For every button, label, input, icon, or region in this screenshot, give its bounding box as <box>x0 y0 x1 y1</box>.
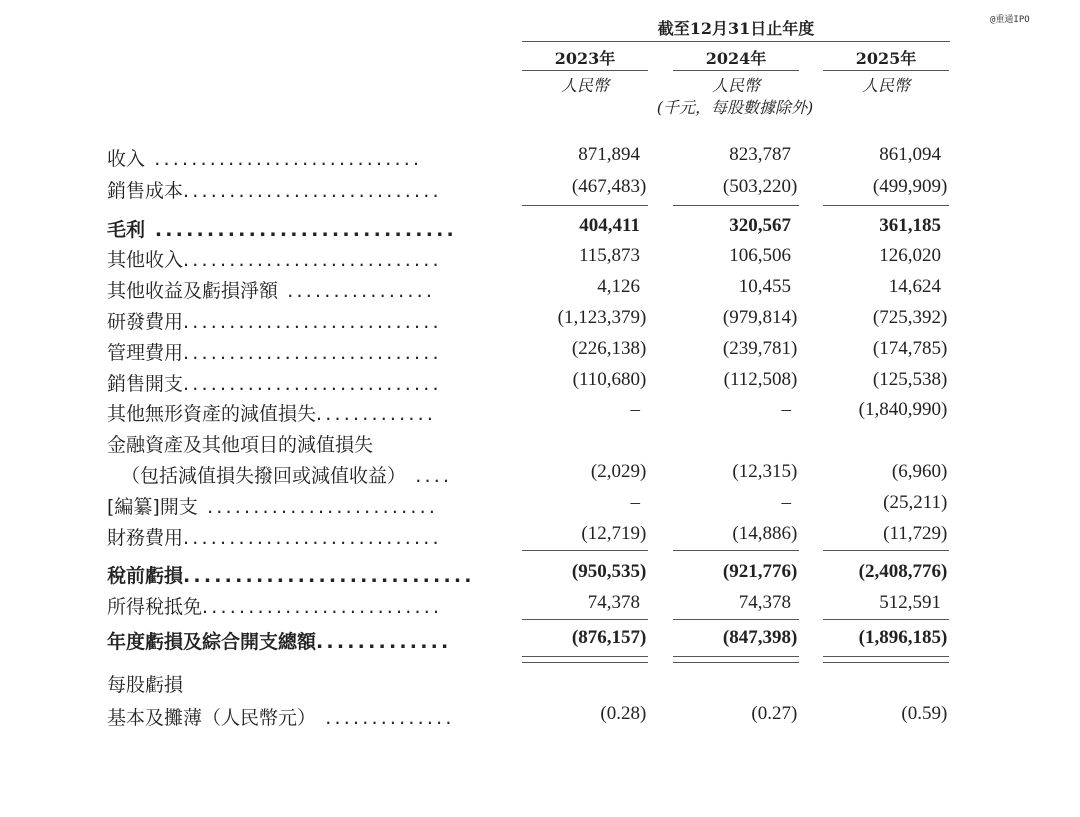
table-row <box>0 627 1080 655</box>
table-row <box>0 703 1080 731</box>
row-label-text: 每股虧損 <box>107 674 184 696</box>
cell-value-2023 <box>488 523 648 545</box>
cell-number: 871,894 <box>578 144 640 165</box>
leader-dots: ............. <box>316 631 452 653</box>
cell-number: (0.28 <box>600 703 640 724</box>
leader-dots: ............................ <box>183 180 442 202</box>
table-row <box>0 399 1080 427</box>
cell-value-2025 <box>789 215 949 237</box>
cell-value-2024 <box>639 561 799 583</box>
close-paren: ) <box>791 338 798 359</box>
close-paren: ) <box>941 523 948 544</box>
leader-dots: ............................ <box>183 249 442 271</box>
row-label <box>107 592 492 619</box>
cell-number: (125,538 <box>872 369 941 390</box>
close-paren: ) <box>941 461 948 482</box>
cell-number: – <box>781 399 791 420</box>
row-label <box>107 703 492 730</box>
cell-value-2024 <box>639 492 799 514</box>
cell-value-2025 <box>789 369 949 391</box>
cell-value-2025 <box>789 561 949 583</box>
cell-number: 10,455 <box>738 276 791 297</box>
row-label <box>107 176 492 203</box>
cell-number: 320,567 <box>729 215 791 236</box>
close-paren: ) <box>791 369 798 390</box>
row-label-text: 其他收益及虧損淨額 <box>107 280 279 302</box>
cell-value-2025 <box>789 176 949 198</box>
cell-value-2025 <box>789 592 949 614</box>
cell-value-2023 <box>488 399 648 421</box>
row-label-text: 管理費用 <box>107 342 184 364</box>
close-paren: ) <box>640 627 647 648</box>
cell-value-2023 <box>488 430 648 452</box>
cell-number: (174,785 <box>872 338 941 359</box>
cell-number: 404,411 <box>579 215 640 236</box>
cell-value-2024 <box>639 176 799 198</box>
table-row <box>0 215 1080 243</box>
cell-number: 106,506 <box>729 245 791 266</box>
close-paren: ) <box>941 492 948 513</box>
cell-number: (499,909 <box>872 176 941 197</box>
cell-value-2025 <box>789 523 949 545</box>
leader-dots: ................ <box>278 280 436 302</box>
cell-value-2023 <box>488 176 648 198</box>
close-paren: ) <box>791 627 798 648</box>
table-row <box>0 592 1080 620</box>
table-row <box>0 307 1080 335</box>
cell-number: (6,960 <box>891 461 941 482</box>
cell-value-2025 <box>789 703 949 725</box>
close-paren: ) <box>791 523 798 544</box>
cell-number: 126,020 <box>879 245 941 266</box>
leader-dots: .......................... <box>202 596 443 618</box>
cell-number: (0.27 <box>751 703 791 724</box>
currency-2025: 人民幣 <box>861 76 910 95</box>
cell-number: (110,680 <box>572 369 640 390</box>
cell-number: (467,483 <box>571 176 640 197</box>
row-label <box>107 144 492 171</box>
cell-number: 361,185 <box>879 215 941 236</box>
cell-number: (12,719 <box>581 523 640 544</box>
cell-value-2024 <box>639 670 799 692</box>
close-paren: ) <box>640 369 647 390</box>
cell-number: 14,624 <box>888 276 941 297</box>
row-label <box>107 276 492 303</box>
cell-number: (12,315 <box>732 461 791 482</box>
close-paren: ) <box>640 307 647 328</box>
row-label <box>107 430 492 457</box>
year-2023: 2023年 <box>554 49 616 68</box>
leader-dots: ............................ <box>183 311 442 333</box>
cell-value-2025 <box>789 430 949 452</box>
cell-number: 861,094 <box>879 144 941 165</box>
row-label <box>107 627 492 654</box>
cell-value-2025 <box>789 245 949 267</box>
leader-dots: ............. <box>316 403 437 425</box>
cell-value-2025 <box>789 399 949 421</box>
row-label <box>107 215 492 242</box>
year-underline-2023 <box>522 70 648 71</box>
cell-value-2023 <box>488 307 648 329</box>
cell-value-2023 <box>488 276 648 298</box>
cell-value-2023 <box>488 369 648 391</box>
table-row <box>0 245 1080 273</box>
leader-dots: ............................. <box>145 148 423 170</box>
close-paren: ) <box>941 176 948 197</box>
close-paren: ) <box>941 399 948 420</box>
leader-dots: ............................ <box>183 527 442 549</box>
cell-number: (1,840,990 <box>858 399 941 420</box>
row-label <box>107 561 492 588</box>
row-label-text: 毛利 <box>107 219 146 241</box>
row-label-text: [編纂]開支 <box>107 496 198 518</box>
cell-number: – <box>630 492 640 513</box>
cell-value-2024 <box>639 276 799 298</box>
close-paren: ) <box>791 561 798 582</box>
leader-dots: ......................... <box>197 496 439 518</box>
cell-value-2025 <box>789 492 949 514</box>
cell-value-2024 <box>639 369 799 391</box>
row-label <box>107 245 492 272</box>
cell-value-2025 <box>789 461 949 483</box>
year-2024: 2024年 <box>705 49 767 68</box>
cell-value-2023 <box>488 245 648 267</box>
row-label-text: 收入 <box>107 148 146 170</box>
row-label <box>121 461 506 488</box>
table-row <box>0 338 1080 366</box>
cell-value-2024 <box>639 399 799 421</box>
watermark: @重通IPO <box>990 15 1030 25</box>
cell-number: (25,211 <box>883 492 941 513</box>
year-underline-2025 <box>823 70 949 71</box>
close-paren: ) <box>941 561 948 582</box>
cell-number: (226,138 <box>571 338 640 359</box>
cell-value-2024 <box>639 592 799 614</box>
table-row <box>0 369 1080 397</box>
cell-value-2023 <box>488 144 648 166</box>
cell-value-2024 <box>639 430 799 452</box>
close-paren: ) <box>941 627 948 648</box>
close-paren: ) <box>791 703 798 724</box>
close-paren: ) <box>791 307 798 328</box>
table-row <box>0 276 1080 304</box>
row-label <box>107 670 492 697</box>
leader-dots: ............................. <box>145 219 457 241</box>
row-label <box>107 369 492 396</box>
row-label-text: 其他無形資產的減值損失 <box>107 403 317 425</box>
row-label <box>107 338 492 365</box>
cell-value-2025 <box>789 670 949 692</box>
table-row <box>0 461 1080 489</box>
row-label-text: 研發費用 <box>107 311 184 333</box>
period-underline <box>522 41 950 42</box>
cell-number: (503,220 <box>722 176 791 197</box>
cell-number: (876,157 <box>571 627 640 648</box>
cell-number: (847,398 <box>722 627 791 648</box>
row-label-text: 年度虧損及綜合開支總額 <box>107 631 317 653</box>
cell-number: (1,123,379 <box>557 307 640 328</box>
close-paren: ) <box>640 561 647 582</box>
cell-number: 74,378 <box>587 592 640 613</box>
cell-value-2025 <box>789 144 949 166</box>
close-paren: ) <box>640 338 647 359</box>
period-header: 截至12月31日止年度 <box>657 19 815 38</box>
cell-number: – <box>781 492 791 513</box>
cell-number: (11,729 <box>883 523 941 544</box>
row-label-text: 基本及攤薄（人民幣元） <box>107 707 317 729</box>
row-label-text: 金融資產及其他項目的減值損失 <box>107 434 374 456</box>
leader-dots: ............................ <box>183 373 442 395</box>
close-paren: ) <box>791 461 798 482</box>
cell-number: (979,814 <box>722 307 791 328</box>
cell-value-2023 <box>488 561 648 583</box>
cell-value-2023 <box>488 492 648 514</box>
cell-value-2025 <box>789 307 949 329</box>
currency-2023: 人民幣 <box>560 76 609 95</box>
cell-value-2025 <box>789 627 949 649</box>
row-label <box>107 399 492 426</box>
close-paren: ) <box>941 307 948 328</box>
row-label <box>107 307 492 334</box>
table-row <box>0 144 1080 172</box>
unit-note: (千元，每股數據除外) <box>656 98 814 117</box>
row-label <box>107 492 492 519</box>
year-underline-2024 <box>673 70 799 71</box>
cell-number: (0.59 <box>901 703 941 724</box>
year-2025: 2025年 <box>855 49 917 68</box>
cell-number: (950,535 <box>571 561 640 582</box>
cell-number: (239,781 <box>722 338 791 359</box>
cell-value-2024 <box>639 627 799 649</box>
cell-value-2023 <box>488 703 648 725</box>
row-label-text: 所得稅抵免 <box>107 596 203 618</box>
cell-value-2023 <box>488 670 648 692</box>
cell-number: – <box>630 399 640 420</box>
close-paren: ) <box>640 703 647 724</box>
cell-value-2023 <box>488 461 648 483</box>
cell-value-2023 <box>488 592 648 614</box>
cell-number: 115,873 <box>578 245 640 266</box>
cell-number: (14,886 <box>732 523 791 544</box>
cell-value-2024 <box>639 245 799 267</box>
cell-value-2023 <box>488 627 648 649</box>
close-paren: ) <box>941 369 948 390</box>
row-label-text: 銷售開支 <box>107 373 184 395</box>
close-paren: ) <box>640 523 647 544</box>
cell-number: (112,508 <box>723 369 791 390</box>
leader-dots: ............................ <box>183 565 475 587</box>
cell-number: 823,787 <box>729 144 791 165</box>
currency-2024: 人民幣 <box>711 76 760 95</box>
cell-number: (725,392 <box>872 307 941 328</box>
leader-dots: .............. <box>316 707 455 729</box>
cell-value-2023 <box>488 338 648 360</box>
close-paren: ) <box>640 461 647 482</box>
cell-value-2024 <box>639 144 799 166</box>
cell-value-2025 <box>789 338 949 360</box>
cell-value-2024 <box>639 338 799 360</box>
table-row <box>0 670 1080 698</box>
table-row <box>0 523 1080 551</box>
close-paren: ) <box>941 703 948 724</box>
cell-number: (921,776 <box>722 561 791 582</box>
row-label <box>107 523 492 550</box>
cell-value-2024 <box>639 307 799 329</box>
cell-number: (1,896,185 <box>858 627 941 648</box>
cell-value-2023 <box>488 215 648 237</box>
close-paren: ) <box>640 176 647 197</box>
cell-value-2024 <box>639 703 799 725</box>
cell-value-2024 <box>639 461 799 483</box>
cell-value-2024 <box>639 215 799 237</box>
row-label-text: （包括減值損失撥回或減值收益） <box>121 465 407 487</box>
leader-dots: ............................ <box>183 342 442 364</box>
table-row <box>0 176 1080 204</box>
close-paren: ) <box>791 176 798 197</box>
table-row <box>0 561 1080 589</box>
cell-number: 512,591 <box>879 592 941 613</box>
row-label-text: 其他收入 <box>107 249 184 271</box>
cell-number: (2,029 <box>590 461 640 482</box>
table-row <box>0 430 1080 458</box>
close-paren: ) <box>941 338 948 359</box>
cell-number: 74,378 <box>738 592 791 613</box>
cell-number: (2,408,776 <box>858 561 941 582</box>
cell-value-2024 <box>639 523 799 545</box>
leader-dots: .... <box>406 465 453 487</box>
row-label-text: 銷售成本 <box>107 180 184 202</box>
cell-number: 4,126 <box>597 276 640 297</box>
row-label-text: 財務費用 <box>107 527 184 549</box>
row-label-text: 稅前虧損 <box>107 565 184 587</box>
cell-value-2025 <box>789 276 949 298</box>
table-row <box>0 492 1080 520</box>
